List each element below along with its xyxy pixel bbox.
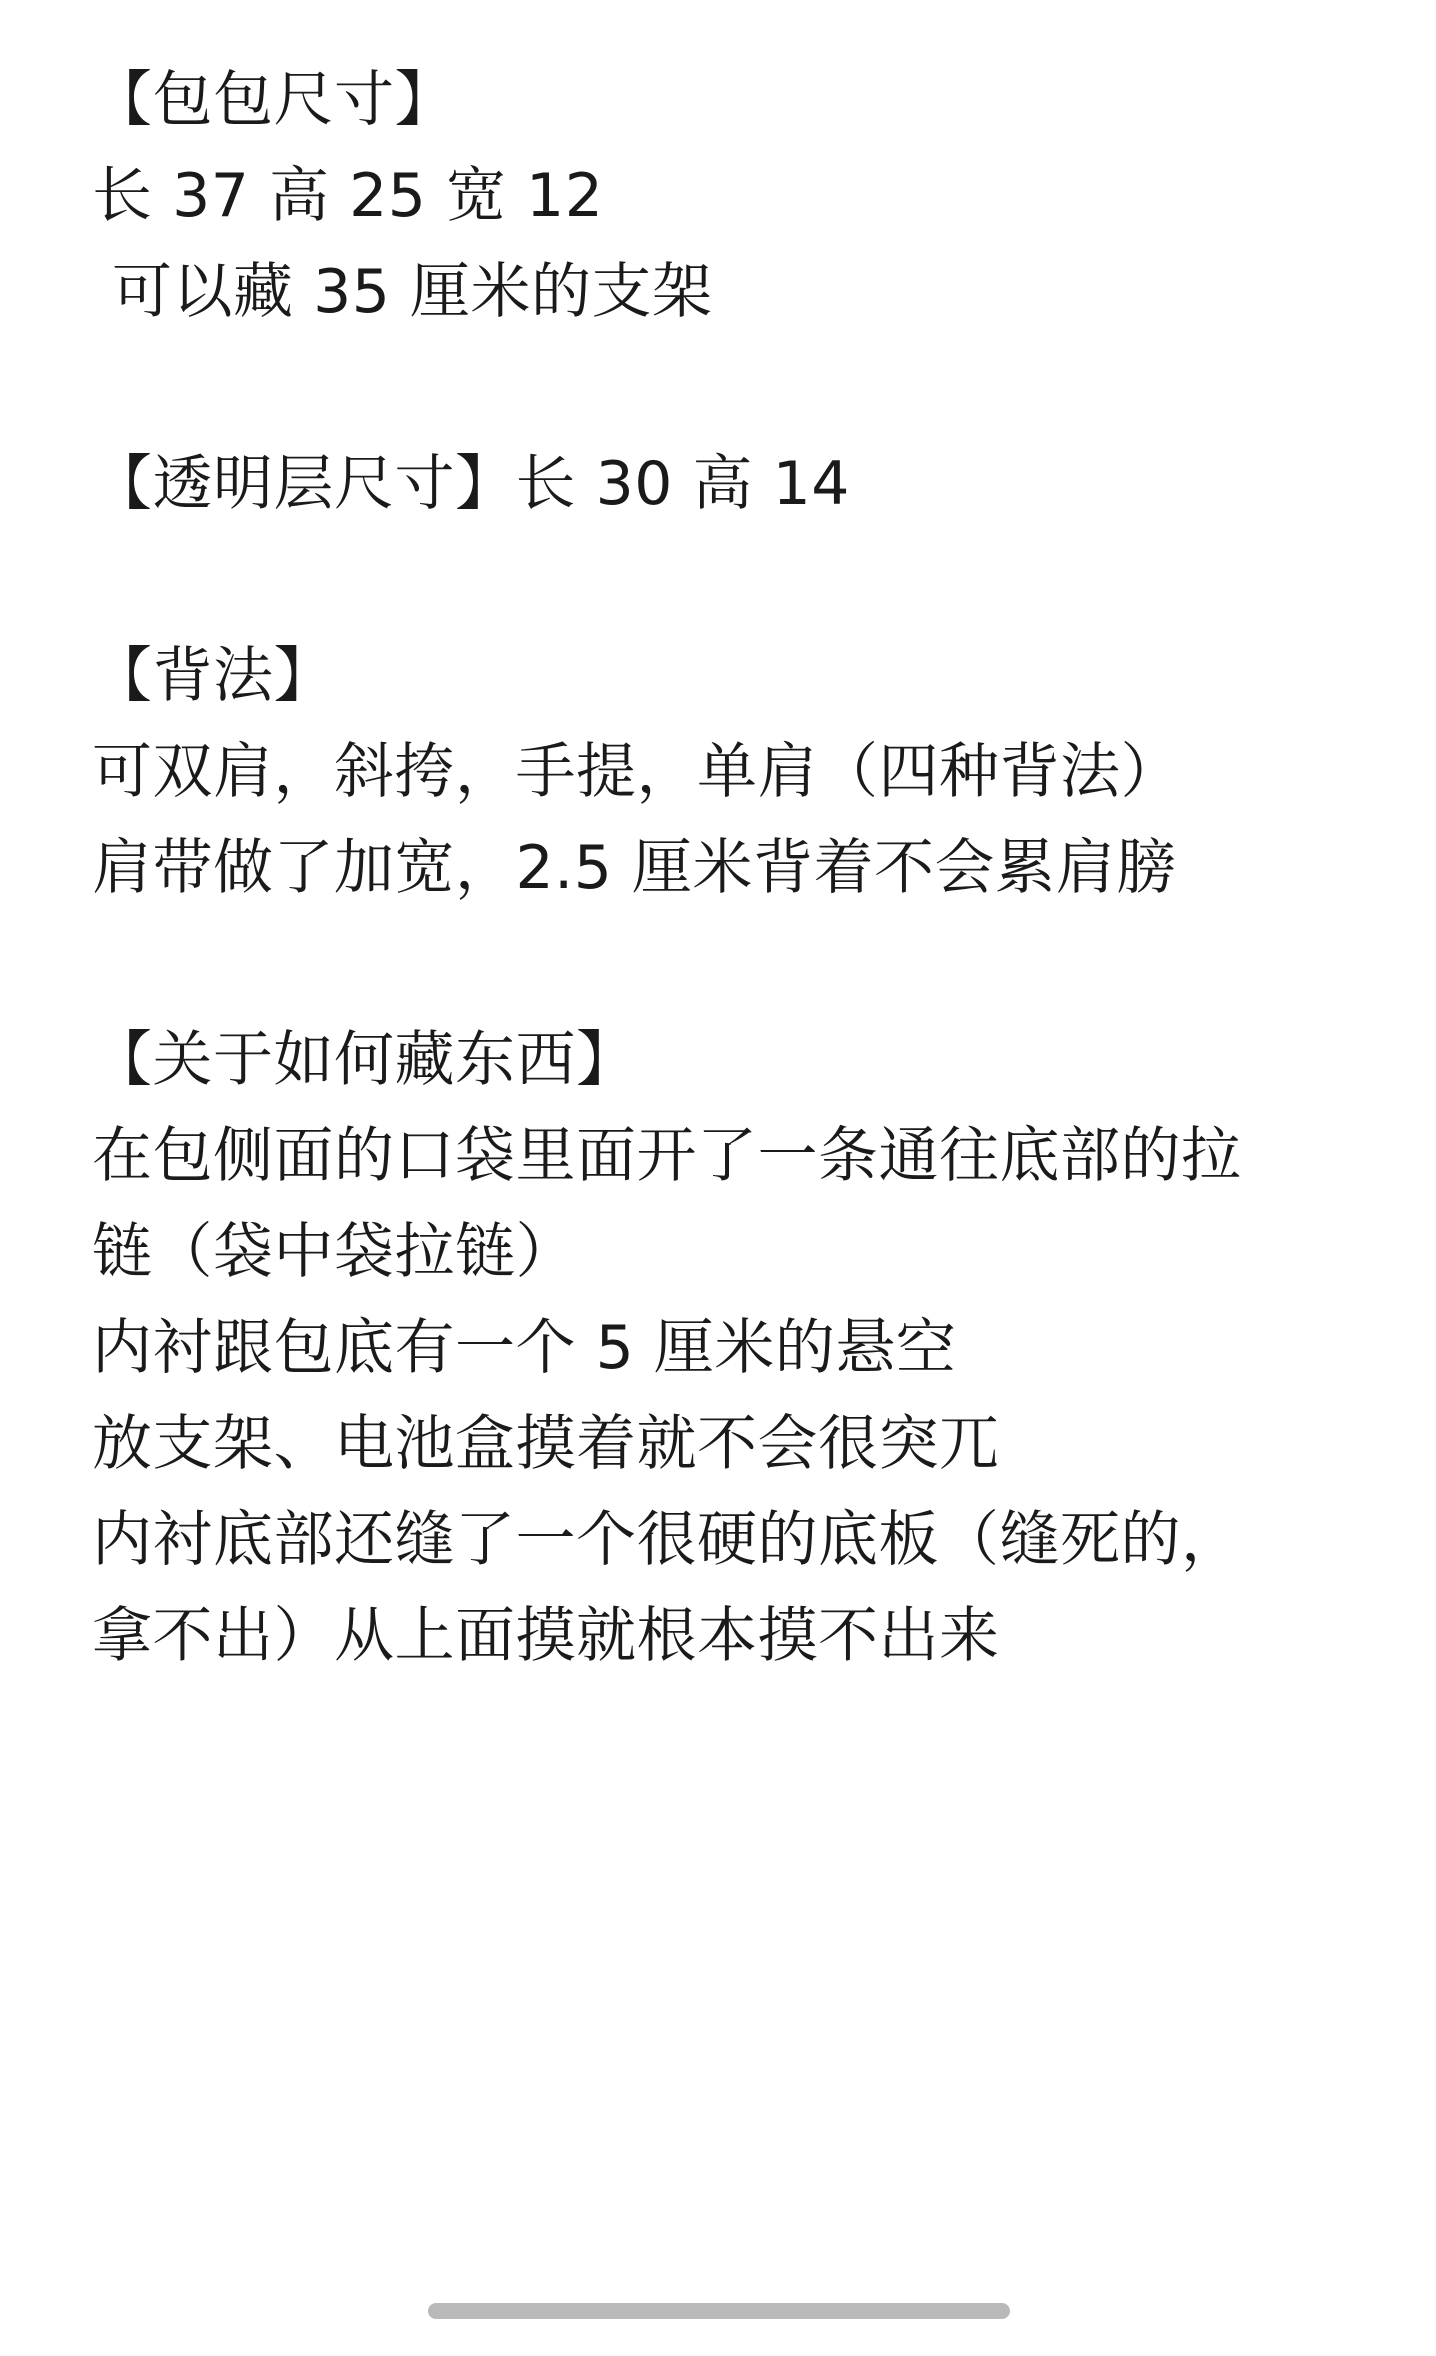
hide-text-line-1: 在包侧面的口袋里面开了一条通往底部的拉 [92,1121,1242,1191]
transparent-layer-size-text: 【透明层尺寸】长 30 高 14 [92,449,850,519]
home-indicator-bar[interactable] [428,2303,1010,2319]
section-heading-hide: 【关于如何藏东西】 [92,1025,637,1095]
hide-text-line-2: 链（袋中袋拉链） [92,1217,576,1287]
section-heading-carry: 【背法】 [92,641,334,711]
blank-line [92,340,1392,436]
hide-text-line-4: 放支架、电池盒摸着就不会很突兀 [92,1409,1000,1479]
blank-line [92,916,1392,1012]
blank-line [92,532,1392,628]
hide-text-line-5: 内衬底部还缝了一个很硬的底板（缝死的， [92,1505,1242,1575]
bag-capacity-text: 可以藏 35 厘米的支架 [112,257,713,327]
hide-text-line-3: 内衬跟包底有一个 5 厘米的悬空 [92,1313,957,1383]
carry-styles-text: 可双肩，斜挎，手提，单肩（四种背法） [92,737,1181,807]
strap-width-text: 肩带做了加宽，2.5 厘米背着不会累肩膀 [92,833,1177,903]
section-heading-bag-size: 【包包尺寸】 [92,65,455,135]
note-content [92,52,1392,1684]
bag-dimensions-text: 长 37 高 25 宽 12 [92,161,604,231]
hide-text-line-6: 拿不出）从上面摸就根本摸不出来 [92,1601,1000,1671]
